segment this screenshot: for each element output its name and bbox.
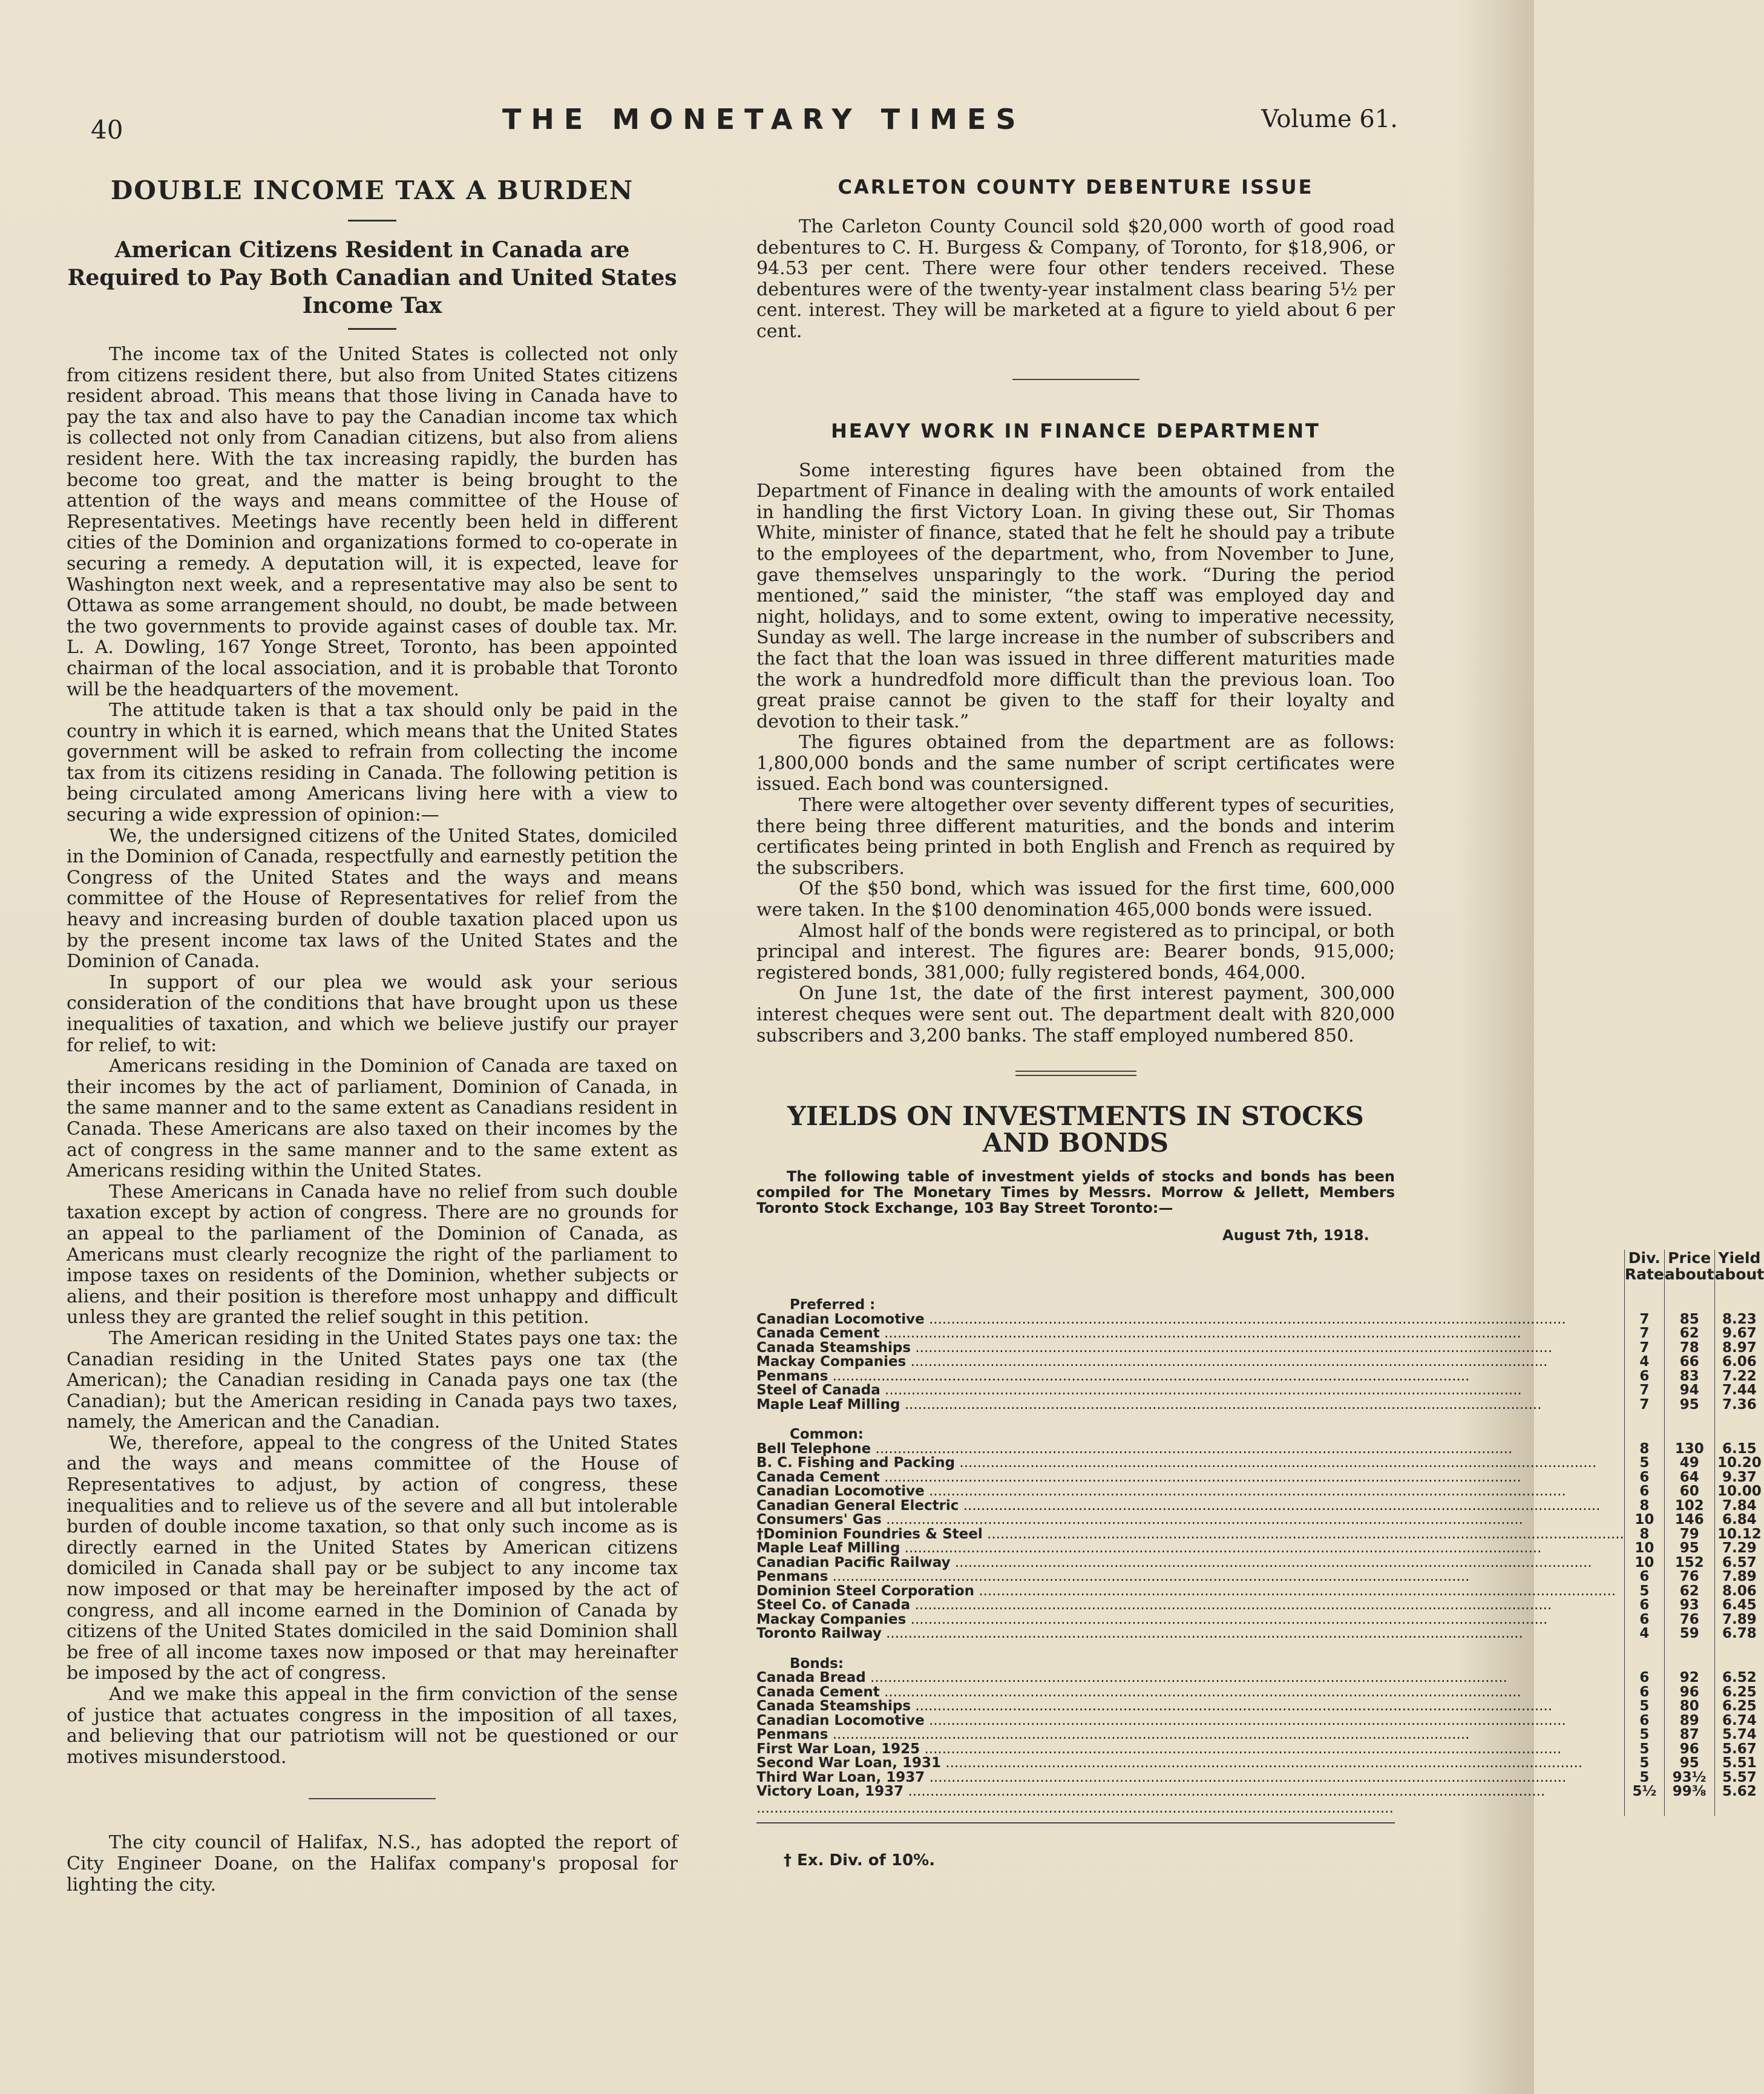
div-cell: 7 xyxy=(1624,1341,1664,1356)
div-cell: 8 xyxy=(1624,1499,1664,1514)
table-row xyxy=(756,1785,1764,1799)
security-name-cell xyxy=(756,1370,1624,1384)
price-cell: 130 xyxy=(1664,1442,1714,1457)
page-number: 40 xyxy=(91,115,123,145)
yield-cell: 5.51 xyxy=(1714,1756,1764,1771)
article-title: DOUBLE INCOME TAX A BURDEN xyxy=(110,176,634,205)
div-cell: 6 xyxy=(1624,1471,1664,1485)
right-column xyxy=(756,176,1764,1869)
table-row xyxy=(756,1556,1764,1570)
div-cell: 6 xyxy=(1624,1671,1664,1685)
table-group-row xyxy=(756,1412,1764,1442)
div-cell: 6 xyxy=(1624,1613,1664,1627)
article-subtitle: American Citizens Resident in Canada are Required to Pay Both Canadian and United States Income Tax xyxy=(67,237,677,318)
page-header xyxy=(91,103,1398,145)
yield-cell: 6.78 xyxy=(1714,1627,1764,1641)
yield-cell: 6.25 xyxy=(1714,1699,1764,1714)
security-name: Canada Cement ..... xyxy=(756,1684,1521,1700)
table-row xyxy=(756,1570,1764,1584)
table-group-row xyxy=(756,1282,1764,1313)
security-name: †Dominion Foundries & Steel ..... xyxy=(756,1526,1624,1542)
security-name-cell xyxy=(756,1627,1624,1641)
empty-cell xyxy=(1624,1641,1664,1672)
paragraph: The city council of Halifax, N.S., has adopted the report of City Engineer Doane, on the Halifax company's proposal for lighting the city. xyxy=(67,1832,678,1895)
paragraph: The income tax of the United States is collected not only from citizens resident there, but also from United States citizens resident abroad. This means that those living in Canada have to pay the tax and also have to pay the Canadian income tax which is collected not only from Canadian citizens, but also from aliens resident here. With the tax increasing rapidly, the burden has become too great, and the matter is being brought to the attention of the ways and means committee of the House of Representatives. Meetings have recently been held in different cities of the Dominion and organizations formed to co-operate in securing a remedy. A deputation will, it is expected, leave for Washington next week, and a representative may also be sent to Ottawa as some arrangement should, no doubt, be made between the two governments to provide against cases of double tax. Mr. L. A. Dowling, 167 Yonge Street, Toronto, has been appointed chairman of the local association, and it is probable that Toronto will be the headquarters of the movement. xyxy=(67,344,678,700)
security-name: Toronto Railway ..... xyxy=(756,1626,1523,1641)
security-name: Canadian Locomotive ..... xyxy=(756,1713,1566,1728)
table-row xyxy=(756,1756,1764,1771)
volume-label: Volume 61. xyxy=(1261,105,1398,133)
security-name: Canada Steamships ..... xyxy=(756,1340,1552,1356)
security-name-cell xyxy=(756,1714,1624,1728)
div-cell: 10 xyxy=(1624,1556,1664,1570)
div-cell: 7 xyxy=(1624,1398,1664,1413)
empty-cell xyxy=(1664,1412,1714,1442)
column-header: Price about xyxy=(1664,1249,1714,1284)
table-group-row xyxy=(756,1641,1764,1672)
table-bottom-rule xyxy=(756,1822,1395,1823)
table-row xyxy=(756,1442,1764,1457)
security-name: Third War Loan, 1937 ..... xyxy=(756,1770,1566,1785)
price-cell: 66 xyxy=(1664,1355,1714,1370)
subtitle-rule xyxy=(348,328,396,330)
section-separator xyxy=(1012,379,1139,380)
div-cell: 5 xyxy=(1624,1728,1664,1742)
div-cell: 6 xyxy=(1624,1685,1664,1700)
column-header: Div. Rate xyxy=(1624,1249,1664,1284)
security-name-cell xyxy=(756,1598,1624,1613)
security-name-cell xyxy=(756,1613,1624,1627)
table-row xyxy=(756,1513,1764,1528)
price-cell: 152 xyxy=(1664,1556,1714,1570)
security-name-cell xyxy=(756,1341,1624,1356)
price-cell: 95 xyxy=(1664,1756,1714,1771)
price-cell: 62 xyxy=(1664,1584,1714,1599)
table-row xyxy=(756,1714,1764,1728)
table-row xyxy=(756,1471,1764,1485)
blank-dots xyxy=(756,1800,1394,1816)
div-cell: 10 xyxy=(1624,1541,1664,1556)
div-cell: 5½ xyxy=(1624,1785,1664,1799)
security-name: Canada Cement ..... xyxy=(756,1469,1521,1485)
left-column xyxy=(67,176,678,1895)
yield-cell: 10.00 xyxy=(1714,1485,1764,1499)
yields-title: YIELDS ON INVESTMENTS IN STOCKS AND BONDS xyxy=(787,1101,1364,1159)
security-name-cell xyxy=(756,1398,1624,1413)
price-cell: 89 xyxy=(1664,1714,1714,1728)
table-row xyxy=(756,1313,1764,1327)
table-row xyxy=(756,1383,1764,1398)
security-name-cell xyxy=(756,1541,1624,1556)
yield-cell: 5.62 xyxy=(1714,1785,1764,1799)
group-label: Common: xyxy=(790,1426,864,1443)
price-cell: 76 xyxy=(1664,1613,1714,1627)
name-column-header xyxy=(756,1250,1624,1282)
security-name: First War Loan, 1925 ..... xyxy=(756,1741,1561,1757)
security-name: Maple Leaf Milling ..... xyxy=(756,1540,1542,1556)
price-cell: 94 xyxy=(1664,1383,1714,1398)
table-header-row xyxy=(756,1250,1764,1282)
div-cell: 5 xyxy=(1624,1456,1664,1471)
table-row xyxy=(756,1355,1764,1370)
security-name-cell xyxy=(756,1771,1624,1785)
yield-cell: 8.23 xyxy=(1714,1313,1764,1327)
table-row xyxy=(756,1685,1764,1700)
blank-cell xyxy=(756,1799,1624,1816)
table-row xyxy=(756,1398,1764,1413)
security-name: Second War Loan, 1931 ..... xyxy=(756,1755,1582,1771)
security-name: Dominion Steel Corporation ..... xyxy=(756,1583,1616,1599)
price-cell: 95 xyxy=(1664,1541,1714,1556)
price-cell: 59 xyxy=(1664,1627,1714,1641)
paragraph: We, therefore, appeal to the congress of the United States and the ways and means committee of the House of Representatives to adjust, by action of congress, these inequalities and to relieve us of the severe and all but intolerable burden of double income taxation, so that only such income as is directly earned in the United States by American citizens domiciled in Canada shall pay or be subject to any income tax now imposed or that may be hereinafter imposed by the act of congress, and all income earned in the Dominion of Canada by citizens of the United States domiciled in the said Dominion shall be free of all income taxes now imposed or that may hereinafter be imposed by the act of congress. xyxy=(67,1432,678,1684)
div-cell: 4 xyxy=(1624,1627,1664,1641)
security-name: Penmans ..... xyxy=(756,1727,1470,1742)
price-cell: 146 xyxy=(1664,1513,1714,1528)
yield-cell: 6.45 xyxy=(1714,1598,1764,1613)
table-row xyxy=(756,1613,1764,1627)
paragraph: Of the $50 bond, which was issued for the first time, 600,000 were taken. In the $100 denomination 465,000 bonds were issued. xyxy=(756,878,1395,921)
price-cell: 64 xyxy=(1664,1471,1714,1485)
finance-heading: HEAVY WORK IN FINANCE DEPARTMENT xyxy=(831,419,1320,442)
yield-cell: 6.57 xyxy=(1714,1556,1764,1570)
yields-table xyxy=(756,1250,1764,1816)
div-cell: 6 xyxy=(1624,1485,1664,1499)
security-name: Consumers' Gas ..... xyxy=(756,1512,1523,1528)
security-name: Victory Loan, 1937 ..... xyxy=(756,1784,1545,1799)
price-cell: 102 xyxy=(1664,1499,1714,1514)
security-name-cell xyxy=(756,1556,1624,1570)
yield-cell: 7.84 xyxy=(1714,1499,1764,1514)
table-row xyxy=(756,1699,1764,1714)
div-cell: 5 xyxy=(1624,1742,1664,1757)
security-name: Canadian Pacific Railway ..... xyxy=(756,1555,1592,1570)
security-name-cell xyxy=(756,1785,1624,1799)
table-row xyxy=(756,1584,1764,1599)
yield-cell: 7.44 xyxy=(1714,1383,1764,1398)
halifax-note xyxy=(67,1833,678,1895)
table-row xyxy=(756,1499,1764,1514)
security-name: Steel Co. of Canada ..... xyxy=(756,1597,1552,1613)
div-cell: 7 xyxy=(1624,1313,1664,1327)
price-cell: 95 xyxy=(1664,1398,1714,1413)
yield-cell: 6.52 xyxy=(1714,1671,1764,1685)
paragraph: The American residing in the United States pays one tax: the Canadian residing in the United States pays one tax (the American); the Canadian residing in Canada pays one tax (the Canadian); but the American residing in Canada pays two taxes, namely, the American and the Canadian. xyxy=(67,1327,678,1433)
price-cell: 96 xyxy=(1664,1742,1714,1757)
title-rule xyxy=(348,220,396,222)
carleton-body xyxy=(756,217,1395,343)
paragraph: The Carleton County Council sold $20,000 worth of good road debentures to C. H. Burgess & Company, of Toronto, for $18,906, or 94.53 per cent. There were four other tenders received. These debentures were of the twenty-year instalment class bearing 5½ per cent. interest. They will be marketed at a figure to yield about 6 per cent. xyxy=(756,216,1395,342)
group-label: Bonds: xyxy=(790,1655,844,1672)
journal-title: THE MONETARY TIMES xyxy=(502,103,1026,136)
column-header: Yield about xyxy=(1714,1249,1764,1284)
div-cell: 8 xyxy=(1624,1528,1664,1542)
yields-date: August 7th, 1918. xyxy=(1222,1227,1369,1244)
paragraph: In support of our plea we would ask your serious consideration of the conditions that have brought upon us these inequalities of taxation, and which we believe justify our prayer for relief, to wit: xyxy=(67,971,678,1056)
yield-cell: 6.74 xyxy=(1714,1714,1764,1728)
price-cell: 93 xyxy=(1664,1598,1714,1613)
yield-cell: 7.89 xyxy=(1714,1570,1764,1584)
price-cell: 49 xyxy=(1664,1456,1714,1471)
yield-cell: 9.37 xyxy=(1714,1471,1764,1485)
security-name-cell xyxy=(756,1383,1624,1398)
security-name: Penmans ..... xyxy=(756,1569,1470,1584)
security-name-cell xyxy=(756,1442,1624,1457)
security-name: Mackay Companies ..... xyxy=(756,1612,1547,1627)
security-name: Penmans ..... xyxy=(756,1368,1470,1384)
paragraph: Some interesting figures have been obtained from the Department of Finance in dealing with the amounts of work entailed in handling the first Victory Loan. In giving these out, Sir Thomas White, minister of finance, stated that he felt he should pay a tribute to the employees of the department, who, from November to June, gave themselves unsparingly to the work. “During the period mentioned,” said the minister, “the staff was employed day and night, holidays, and to some extent, owing to imperative necessity, Sunday as well. The large increase in the number of subscribers and the fact that the loan was issued in three different maturities made the work a hundredfold more difficult than the previous loan. Too great praise cannot be given to the staff for their loyalty and devotion to their task.” xyxy=(756,459,1395,732)
security-name-cell xyxy=(756,1699,1624,1714)
security-name: Maple Leaf Milling ..... xyxy=(756,1397,1542,1413)
security-name-cell xyxy=(756,1742,1624,1757)
yield-cell: 5.67 xyxy=(1714,1742,1764,1757)
security-name-cell xyxy=(756,1570,1624,1584)
div-cell: 5 xyxy=(1624,1771,1664,1785)
yield-cell: 8.97 xyxy=(1714,1341,1764,1356)
div-cell: 5 xyxy=(1624,1756,1664,1771)
yield-cell: 6.84 xyxy=(1714,1513,1764,1528)
empty-cell xyxy=(1624,1412,1664,1442)
yields-intro: The following table of investment yields of stocks and bonds has been compiled for The Monetary Times by Messrs. Morrow & Jellett, Members Toronto Stock Exchange, 103 Bay Street Toronto:— xyxy=(756,1168,1395,1217)
paragraph: There were altogether over seventy different types of securities, there being three different maturities, and the bonds and interim certificates being printed in both English and French as required by the subscribers. xyxy=(756,795,1395,879)
yield-cell: 7.89 xyxy=(1714,1613,1764,1627)
table-row xyxy=(756,1541,1764,1556)
price-cell: 78 xyxy=(1664,1341,1714,1356)
security-name-cell xyxy=(756,1685,1624,1700)
yield-cell: 6.15 xyxy=(1714,1442,1764,1457)
empty-cell xyxy=(1624,1799,1664,1816)
price-cell: 83 xyxy=(1664,1370,1714,1384)
price-cell: 87 xyxy=(1664,1728,1714,1742)
security-name: Mackay Companies ..... xyxy=(756,1354,1547,1370)
security-name-cell xyxy=(756,1456,1624,1471)
group-label: Preferred : xyxy=(790,1297,876,1313)
div-cell: 6 xyxy=(1624,1370,1664,1384)
security-name-cell xyxy=(756,1756,1624,1771)
div-cell: 5 xyxy=(1624,1699,1664,1714)
price-cell: 76 xyxy=(1664,1570,1714,1584)
security-name-cell xyxy=(756,1513,1624,1528)
section-separator xyxy=(309,1798,436,1799)
yield-cell: 6.25 xyxy=(1714,1685,1764,1700)
paragraph: These Americans in Canada have no relief from such double taxation except by action of congress. There are no grounds for an appeal to the parliament of the Dominion of Canada, as Americans must clearly recognize the right of the parliament to impose taxes on residents of the Dominion, whether subjects or aliens, and their position is therefore most unhappy and difficult unless they are granted the relief sought in this petition. xyxy=(67,1181,678,1328)
carleton-heading: CARLETON COUNTY DEBENTURE ISSUE xyxy=(838,176,1314,199)
div-cell: 5 xyxy=(1624,1584,1664,1599)
yield-cell: 7.36 xyxy=(1714,1398,1764,1413)
security-name: Bell Telephone ..... xyxy=(756,1441,1512,1457)
paragraph: The attitude taken is that a tax should only be paid in the country in which it is earned, which means that the United States government will be asked to refrain from collecting the income tax from its citizens residing in Canada. The following petition is being circulated among Americans living here with a view to securing a wide expression of opinion:— xyxy=(67,700,678,826)
price-cell: 60 xyxy=(1664,1485,1714,1499)
table-row xyxy=(756,1728,1764,1742)
table-row xyxy=(756,1485,1764,1499)
table-row xyxy=(756,1370,1764,1384)
div-cell: 7 xyxy=(1624,1383,1664,1398)
empty-cell xyxy=(1714,1799,1764,1816)
table-footnote: † Ex. Div. of 10%. xyxy=(784,1851,936,1869)
yield-cell: 10.12 xyxy=(1714,1528,1764,1542)
table-row xyxy=(756,1341,1764,1356)
price-cell: 99⅜ xyxy=(1664,1785,1714,1799)
table-row xyxy=(756,1327,1764,1341)
yield-cell: 6.06 xyxy=(1714,1355,1764,1370)
empty-cell xyxy=(1714,1412,1764,1442)
table-row xyxy=(756,1598,1764,1613)
paragraph: Americans residing in the Dominion of Canada are taxed on their incomes by the act of parliament, Dominion of Canada, in the same manner and to the same extent as Canadians resident in Canada. These Americans are also taxed on their incomes by the act of congress in the same manner and to the same extent as Americans residing within the United States. xyxy=(67,1055,678,1182)
div-cell: 6 xyxy=(1624,1570,1664,1584)
yield-cell: 10.20 xyxy=(1714,1456,1764,1471)
yield-cell: 9.67 xyxy=(1714,1327,1764,1341)
blank-row xyxy=(756,1799,1764,1816)
finance-body xyxy=(756,461,1395,1047)
empty-cell xyxy=(1664,1799,1714,1816)
table-row xyxy=(756,1742,1764,1757)
table-row xyxy=(756,1528,1764,1542)
price-cell: 92 xyxy=(1664,1671,1714,1685)
table-row xyxy=(756,1771,1764,1785)
table-row xyxy=(756,1671,1764,1685)
yield-cell: 7.29 xyxy=(1714,1541,1764,1556)
security-name-cell xyxy=(756,1485,1624,1499)
security-name: Steel of Canada ..... xyxy=(756,1382,1522,1398)
security-name-cell xyxy=(756,1728,1624,1742)
section-separator xyxy=(1015,1071,1136,1076)
div-cell: 10 xyxy=(1624,1513,1664,1528)
yield-cell: 7.22 xyxy=(1714,1370,1764,1384)
article-body xyxy=(67,344,678,1768)
price-cell: 93½ xyxy=(1664,1771,1714,1785)
security-name-cell xyxy=(756,1584,1624,1599)
security-name: Canada Bread ..... xyxy=(756,1670,1507,1685)
div-cell: 7 xyxy=(1624,1327,1664,1341)
paragraph: The figures obtained from the department are as follows: 1,800,000 bonds and the same number of script certificates were issued. Each bond was countersigned. xyxy=(756,732,1395,795)
paragraph: We, the undersigned citizens of the United States, domiciled in the Dominion of Canada, respectfully and earnestly petition the Congress of the United States and the ways and means committee of the House of Representatives for relief from the heavy and increasing burden of double taxation placed upon us by the present income tax laws of the United States and the Dominion of Canada. xyxy=(67,825,678,973)
price-cell: 80 xyxy=(1664,1699,1714,1714)
paragraph: On June 1st, the date of the first interest payment, 300,000 interest cheques were sent out. The department dealt with 820,000 subscribers and 3,200 banks. The staff employed numbered 850. xyxy=(756,983,1395,1046)
empty-cell xyxy=(1664,1282,1714,1313)
empty-cell xyxy=(1664,1641,1714,1672)
price-cell: 79 xyxy=(1664,1528,1714,1542)
security-name: Canadian Locomotive ..... xyxy=(756,1483,1566,1499)
security-name-cell xyxy=(756,1471,1624,1485)
security-name-cell xyxy=(756,1355,1624,1370)
empty-cell xyxy=(1624,1282,1664,1313)
security-name-cell xyxy=(756,1528,1624,1542)
security-name-cell xyxy=(756,1671,1624,1685)
security-name: Canadian Locomotive ..... xyxy=(756,1311,1566,1327)
empty-cell xyxy=(1714,1282,1764,1313)
empty-cell xyxy=(1714,1641,1764,1672)
security-name: B. C. Fishing and Packing ..... xyxy=(756,1455,1596,1471)
div-cell: 6 xyxy=(1624,1598,1664,1613)
table-body xyxy=(756,1282,1764,1816)
price-cell: 85 xyxy=(1664,1313,1714,1327)
table-row xyxy=(756,1456,1764,1471)
price-cell: 96 xyxy=(1664,1685,1714,1700)
price-cell: 62 xyxy=(1664,1327,1714,1341)
security-name-cell xyxy=(756,1327,1624,1341)
yield-cell: 8.06 xyxy=(1714,1584,1764,1599)
table-row xyxy=(756,1627,1764,1641)
paragraph: And we make this appeal in the firm conviction of the sense of justice that actuates congress in the imposition of all taxes, and believing that our patriotism will not be questioned or our motives misunderstood. xyxy=(67,1684,678,1768)
security-name: Canadian General Electric ..... xyxy=(756,1498,1601,1514)
div-cell: 8 xyxy=(1624,1442,1664,1457)
security-name-cell xyxy=(756,1313,1624,1327)
div-cell: 4 xyxy=(1624,1355,1664,1370)
security-name-cell xyxy=(756,1499,1624,1514)
div-cell: 6 xyxy=(1624,1714,1664,1728)
yield-cell: 5.74 xyxy=(1714,1728,1764,1742)
security-name: Canada Cement ..... xyxy=(756,1325,1521,1341)
yield-cell: 5.57 xyxy=(1714,1771,1764,1785)
security-name: Canada Steamships ..... xyxy=(756,1698,1552,1714)
paragraph: Almost half of the bonds were registered as to principal, or both principal and interest. The figures are: Bearer bonds, 915,000; registered bonds, 381,000; fully registered bonds, 464,000. xyxy=(756,920,1395,983)
